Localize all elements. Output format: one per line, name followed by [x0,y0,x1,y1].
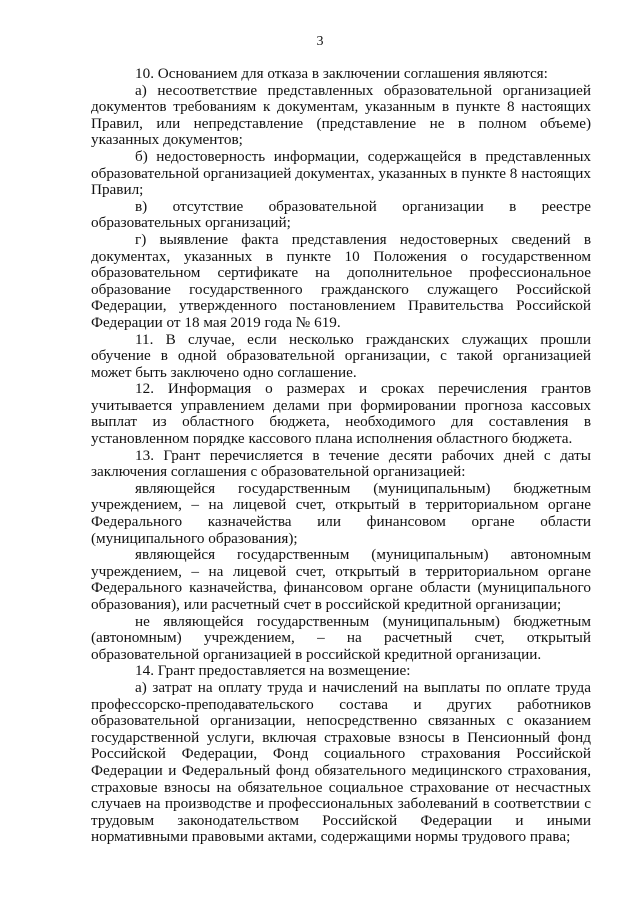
paragraph-10-a: а) несоответствие представленных образовательной организацией документов требованиям к документам, указанным в пункте 8 настоящих Правил, или непредставление (представление не в полном объеме) указанных документов; [91,81,591,149]
paragraph-11: 11. В случае, если несколько гражданских служащих прошли обучение в одной образовательной организации, с такой организацией может быть заключено одно соглашение. [91,330,591,381]
paragraph-14-a: а) затрат на оплату труда и начислений на выплаты по оплате труда профессорско-преподавательского состава и других работников образовательной организации, непосредственно связанных с оказанием государственной услуги, включая страховые взносы в Пенсионный фонд Российской Федерации, Фонд социального страхования Российской Федерации и Федеральный фонд обязательного медицинского страхования, страховые взносы на обязательное социальное страхование от несчастных случаев на производстве и профессиональных заболеваний в соответствии с трудовым законодательством Российской Федерации и иными нормативными правовыми актами, содержащими нормы трудового права; [91,678,591,846]
paragraph-13-budget: являющейся государственным (муниципальным) бюджетным учреждением, – на лицевой счет, открытый в территориальном органе Федерального казначейства или финансовом органе области (муниципального образования); [91,479,591,547]
paragraph-12: 12. Информация о размерах и сроках перечисления грантов учитывается управлением делами при формировании прогноза кассовых выплат из областного бюджета, необходимого для составления в установленном порядке кассового плана исполнения областного бюджета. [91,380,591,448]
paragraph-14: 14. Грант предоставляется на возмещение: [135,662,411,680]
paragraph-10-g: г) выявление факта представления недостоверных сведений в документах, указанных в пункте 10 Положения о государственном образовательном сертификате на дополнительное профессиональное образование государственного гражданского служащего Российской Федерации, утвержденного постановлением Правительства Российской Федерации от 18 мая 2019 года № 619. [91,230,591,331]
document-body [91,66,591,846]
paragraph-10-b: б) недостоверность информации, содержащейся в представленных образовательной организацией документах, указанных в пункте 8 настоящих Правил; [91,147,591,199]
paragraph-13-autonomous: являющейся государственным (муниципальным) автономным учреждением, – на лицевой счет, открытый в территориальном органе Федерального казначейства, финансовом органе области (муниципального образования), или расчетный счет в российской кредитной организации; [91,546,591,613]
paragraph-13-other: не являющейся государственным (муниципальным) бюджетным (автономным) учреждением, – на расчетный счет, открытый образовательной организацией в российской кредитной организации. [91,612,591,663]
paragraph-10-v: в) отсутствие образовательной организации в реестре образовательных организаций; [91,197,591,232]
paragraph-13: 13. Грант перечисляется в течение десяти рабочих дней с даты заключения соглашения с образовательной организацией: [91,446,591,481]
page-number: 3 [316,34,324,49]
paragraph-10: 10. Основанием для отказа в заключении соглашения являются: [135,65,548,82]
